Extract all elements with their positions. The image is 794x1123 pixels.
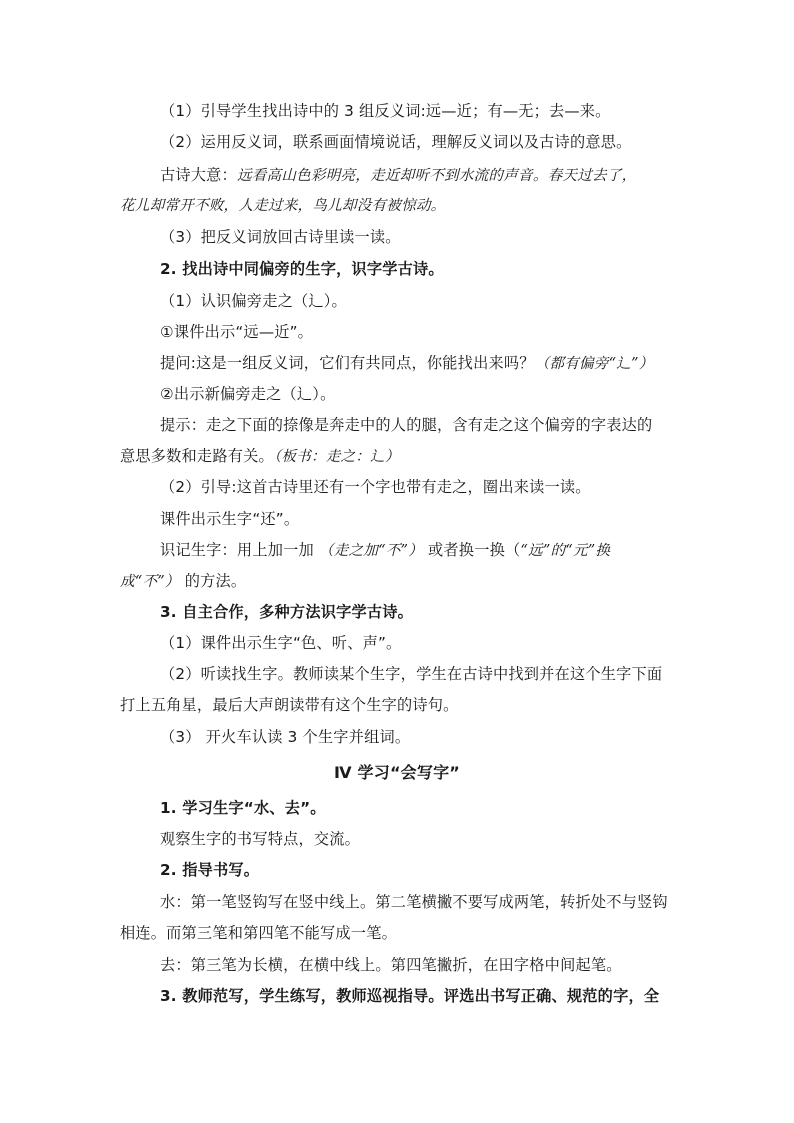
board-note: （板书：走之：辶） — [273, 448, 400, 465]
courseware-show-2: 课件出示生字“还”。 — [160, 510, 300, 528]
memorize-text-f: 的方法。 — [179, 572, 247, 590]
courseware-show-1: ①课件出示“远—近”。 — [160, 323, 314, 341]
poem-meaning-text: 远看高山色彩明亮，走近却听不到水流的声音。春天过去了， — [236, 167, 637, 184]
water-char-line-1: 水：第一笔竖钩写在竖中线上。第二笔横撇不要写成两笔，转折处不与竖钩 — [160, 893, 668, 911]
step-3-text: （3）把反义词放回古诗里读一读。 — [160, 228, 401, 246]
memorize-text-a: 识记生字：用上加一加 — [160, 541, 319, 559]
courseware-show-3: （1）课件出示生字“色、听、声”。 — [160, 634, 402, 652]
guide-writing-heading: 2. 指导书写。 — [160, 861, 260, 879]
listen-find-line-2: 打上五角星，最后大声朗读带有这个生字的诗句。 — [120, 696, 459, 714]
hint-line-1: 提示：走之下面的捺像是奔走中的人的腿，含有走之这个偏旁的字表达的 — [160, 416, 653, 434]
listen-find-line-1: （2）听读找生字。教师读某个生字，学生在古诗中找到并在这个生字下面 — [160, 665, 663, 683]
new-radical-line: ②出示新偏旁走之（辶）。 — [160, 385, 336, 403]
hint-text: 意思多数和走路有关。 — [120, 447, 274, 465]
guide-line: （2）引导:这首古诗里还有一个字也带有走之，圈出来读一读。 — [160, 478, 591, 496]
memorize-note-b: （走之加“不”） — [318, 542, 423, 559]
teacher-demo-heading: 3. 教师范写，学生练写，教师巡视指导。评选出书写正确、规范的字，全 — [160, 987, 660, 1005]
train-reading-line: （3） 开火车认读 3 个生字并组词。 — [160, 728, 411, 746]
water-char-line-2: 相连。而第三笔和第四笔不能写成一笔。 — [120, 924, 397, 942]
poem-meaning-label: 古诗大意： — [160, 166, 237, 184]
radical-intro: （1）认识偏旁走之（辶）。 — [160, 292, 347, 310]
poem-meaning-line-2: 花儿却常开不败，人走过来，鸟儿却没有被惊动。 — [120, 197, 446, 214]
section-iv-title: Ⅳ 学习“会写字” — [334, 763, 460, 782]
learn-chars-heading: 1. 学习生字“水、去”。 — [160, 799, 326, 817]
question-note: （都有偏旁“辶”） — [534, 355, 654, 372]
poem-meaning-line-1 — [160, 164, 636, 187]
memorize-line-2 — [120, 570, 246, 593]
memorize-note-d: “远”的“元”换 — [520, 542, 611, 559]
go-char-line: 去：第三笔为长横，在横中线上。第四笔撇折，在田字格中间起笔。 — [160, 956, 622, 974]
step-2-text: （2）运用反义词，联系画面情境说话，理解反义词以及古诗的意思。 — [160, 133, 632, 151]
question-line — [160, 352, 654, 375]
section-3-heading: 3. 自主合作，多种方法识字学古诗。 — [160, 603, 414, 621]
hint-line-2 — [120, 445, 400, 468]
question-text: 提问:这是一组反义词，它们有共同点，你能找出来吗？ — [160, 354, 535, 372]
memorize-text-c: 或者换一换（ — [423, 541, 521, 559]
observe-line: 观察生字的书写特点，交流。 — [160, 830, 361, 848]
memorize-line-1 — [160, 539, 610, 562]
section-2-heading: 2. 找出诗中同偏旁的生字，识字学古诗。 — [160, 260, 444, 278]
memorize-note-e: 成“不”） — [120, 573, 180, 590]
step-1-text: （1）引导学生找出诗中的 3 组反义词:远—近；有—无；去—来。 — [160, 102, 611, 120]
